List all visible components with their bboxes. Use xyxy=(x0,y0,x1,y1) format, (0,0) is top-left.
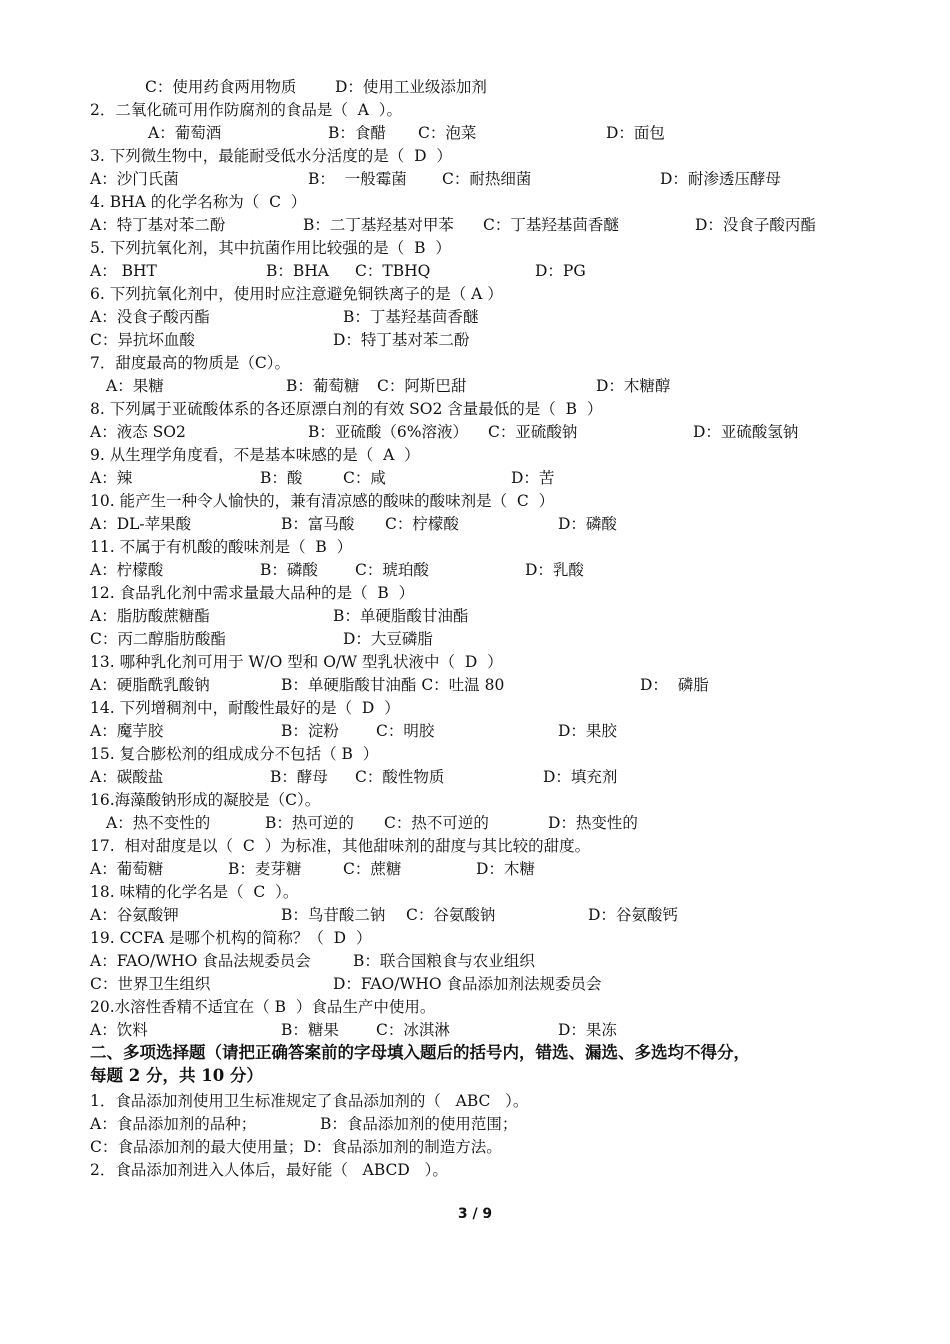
text-segment: B：磷酸 xyxy=(260,561,318,579)
text-segment: 15. 复合膨松剂的组成成分不包括（ B ） xyxy=(90,745,379,763)
text-segment: A：液态 SO2 xyxy=(90,423,186,441)
text-segment: C：泡菜 xyxy=(418,124,477,142)
text-segment: B：鸟苷酸二钠 xyxy=(281,906,386,924)
text-segment: 4. BHA 的化学名称为（ C ） xyxy=(90,193,307,211)
text-segment: C：亚硫酸钠 xyxy=(488,423,578,441)
text-segment: A：魔芋胶 xyxy=(90,722,164,740)
text-segment: 2．食品添加剂进入人体后，最好能（ ABCD ）。 xyxy=(90,1161,448,1179)
text-segment: A：葡萄糖 xyxy=(90,860,164,878)
text-segment: A：食品添加剂的品种； xyxy=(90,1115,257,1133)
text-segment: A：葡萄酒 xyxy=(148,124,222,142)
text-segment: 14. 下列增稠剂中，耐酸性最好的是（ D ） xyxy=(90,699,400,717)
text-segment: B：酵母 xyxy=(270,768,328,786)
text-segment: 3. 下列微生物中，最能耐受低水分活度的是（ D ） xyxy=(90,147,452,165)
text-segment: B：葡萄糖 xyxy=(286,377,360,395)
text-segment: D：亚硫酸氢钠 xyxy=(693,423,799,441)
text-segment: 5. 下列抗氧化剂，其中抗菌作用比较强的是（ B ） xyxy=(90,239,451,257)
text-segment: C：阿斯巴甜 xyxy=(377,377,467,395)
text-segment: B：糖果 xyxy=(281,1021,339,1039)
text-segment: A：饮料 xyxy=(90,1021,148,1039)
text-segment: C：异抗坏血酸 xyxy=(90,331,195,349)
text-segment: D：填充剂 xyxy=(543,768,618,786)
page-number: 3 / 9 xyxy=(457,1206,493,1222)
text-segment: C：柠檬酸 xyxy=(385,515,459,533)
text-segment: 10. 能产生一种令人愉快的，兼有清凉感的酸味的酸味剂是（ C ） xyxy=(90,492,555,510)
text-segment: B：热可逆的 xyxy=(265,814,354,832)
text-segment: C：琥珀酸 xyxy=(355,561,429,579)
text-segment: A：果糖 xyxy=(106,377,164,395)
text-segment: C：热不可逆的 xyxy=(384,814,489,832)
text-segment: B：食醋 xyxy=(328,124,386,142)
text-segment: A：DL-苹果酸 xyxy=(90,515,192,533)
text-segment: D：木糖 xyxy=(476,860,535,878)
text-segment: D：木糖醇 xyxy=(596,377,671,395)
text-segment: B：二丁基羟基对甲苯 xyxy=(303,216,454,234)
text-segment: B：淀粉 xyxy=(281,722,339,740)
text-segment: 11. 不属于有机酸的酸味剂是（ B ） xyxy=(90,538,353,556)
text-segment: A：谷氨酸钾 xyxy=(90,906,179,924)
text-segment: A：碳酸盐 xyxy=(90,768,164,786)
text-segment: C：丁基羟基茴香醚 xyxy=(483,216,619,234)
text-segment: B：单硬脂酸甘油酯 C：吐温 80 xyxy=(281,676,505,694)
text-segment: D：大豆磷脂 xyxy=(343,630,433,648)
text-segment: C：咸 xyxy=(343,469,386,487)
text-segment: C：冰淇淋 xyxy=(376,1021,450,1039)
text-segment: A：沙门氏菌 xyxy=(90,170,179,188)
text-segment: C：耐热细菌 xyxy=(442,170,532,188)
text-segment: D：果冻 xyxy=(558,1021,617,1039)
text-segment: 19. CCFA 是哪个机构的简称？（ D ） xyxy=(90,929,372,947)
text-segment: B：联合国粮食与农业组织 xyxy=(353,952,535,970)
text-segment: C：TBHQ xyxy=(355,262,431,280)
text-segment: B：麦芽糖 xyxy=(228,860,302,878)
text-segment: A：辣 xyxy=(90,469,133,487)
text-segment: 7．甜度最高的物质是（C）。 xyxy=(90,354,290,372)
text-segment: D：PG xyxy=(535,262,586,280)
text-segment: B：单硬脂酸甘油酯 xyxy=(333,607,469,625)
text-segment: C：丙二醇脂肪酸酯 xyxy=(90,630,226,648)
text-segment: 18. 味精的化学名是（ C ）。 xyxy=(90,883,299,901)
text-segment: 6. 下列抗氧化剂中，使用时应注意避免铜铁离子的是（ A ） xyxy=(90,285,503,303)
text-segment: C：世界卫生组织 xyxy=(90,975,211,993)
text-segment: A：柠檬酸 xyxy=(90,561,164,579)
text-segment: D：乳酸 xyxy=(525,561,584,579)
text-segment: B：丁基羟基茴香醚 xyxy=(343,308,479,326)
text-segment: 20.水溶性香精不适宜在（ B ）食品生产中使用。 xyxy=(90,998,436,1016)
text-segment: C：明胶 xyxy=(376,722,435,740)
text-segment: 8. 下列属于亚硫酸体系的各还原漂白剂的有效 SO2 含量最低的是（ B ） xyxy=(90,400,603,418)
text-segment: A：FAO/WHO 食品法规委员会 xyxy=(90,952,311,970)
text-segment: A：特丁基对苯二酚 xyxy=(90,216,226,234)
text-segment: A：硬脂酰乳酸钠 xyxy=(90,676,210,694)
text-segment: D：使用工业级添加剂 xyxy=(335,78,487,96)
text-segment: 9. 从生理学角度看，不是基本味感的是（ A ） xyxy=(90,446,420,464)
text-segment: 每题 2 分，共 10 分） xyxy=(90,1066,263,1085)
text-segment: B：食品添加剂的使用范围； xyxy=(320,1115,518,1133)
text-segment: C：酸性物质 xyxy=(355,768,445,786)
text-segment: A：热不变性的 xyxy=(106,814,211,832)
text-segment: B：酸 xyxy=(260,469,303,487)
text-segment: B：BHA xyxy=(266,262,329,280)
text-segment: A： BHT xyxy=(90,262,157,280)
text-segment: D：没食子酸丙酯 xyxy=(695,216,816,234)
text-segment: D： 磷脂 xyxy=(640,676,709,694)
text-segment: 13. 哪种乳化剂可用于 W/O 型和 O/W 型乳状液中（ D ） xyxy=(90,653,503,671)
text-segment: D：磷酸 xyxy=(558,515,617,533)
text-segment: D：热变性的 xyxy=(548,814,638,832)
text-segment: 16.海藻酸钠形成的凝胶是（C）。 xyxy=(90,791,321,809)
text-segment: 二、多项选择题（请把正确答案前的字母填入题后的括号内，错选、漏选、多选均不得分， xyxy=(90,1043,750,1062)
text-segment: C：谷氨酸钠 xyxy=(406,906,496,924)
text-segment: D：果胶 xyxy=(558,722,617,740)
text-segment: C：蔗糖 xyxy=(343,860,402,878)
text-segment: 17. 相对甜度是以（ C ）为标准，其他甜味剂的甜度与其比较的甜度。 xyxy=(90,837,591,855)
text-segment: A：没食子酸丙酯 xyxy=(90,308,210,326)
text-segment: A：脂肪酸蔗糖酯 xyxy=(90,607,210,625)
text-segment: D：苦 xyxy=(511,469,555,487)
text-segment: D：面包 xyxy=(606,124,665,142)
text-segment: D：谷氨酸钙 xyxy=(588,906,678,924)
text-segment: 1．食品添加剂使用卫生标准规定了食品添加剂的（ ABC ）。 xyxy=(90,1092,529,1110)
text-segment: D：耐渗透压酵母 xyxy=(660,170,781,188)
text-segment: B：亚硫酸（6%溶液） xyxy=(308,423,468,441)
text-segment: B：富马酸 xyxy=(281,515,355,533)
text-segment: C：食品添加剂的最大使用量；D：食品添加剂的制造方法。 xyxy=(90,1138,502,1156)
text-segment: C：使用药食两用物质 xyxy=(145,78,297,96)
text-segment: B： 一般霉菌 xyxy=(308,170,407,188)
text-segment: D：FAO/WHO 食品添加剂法规委员会 xyxy=(333,975,602,993)
text-segment: 2．二氧化硫可用作防腐剂的食品是（ A ）。 xyxy=(90,101,403,119)
text-segment: D：特丁基对苯二酚 xyxy=(333,331,470,349)
text-segment: 12. 食品乳化剂中需求量最大品种的是（ B ） xyxy=(90,584,415,602)
